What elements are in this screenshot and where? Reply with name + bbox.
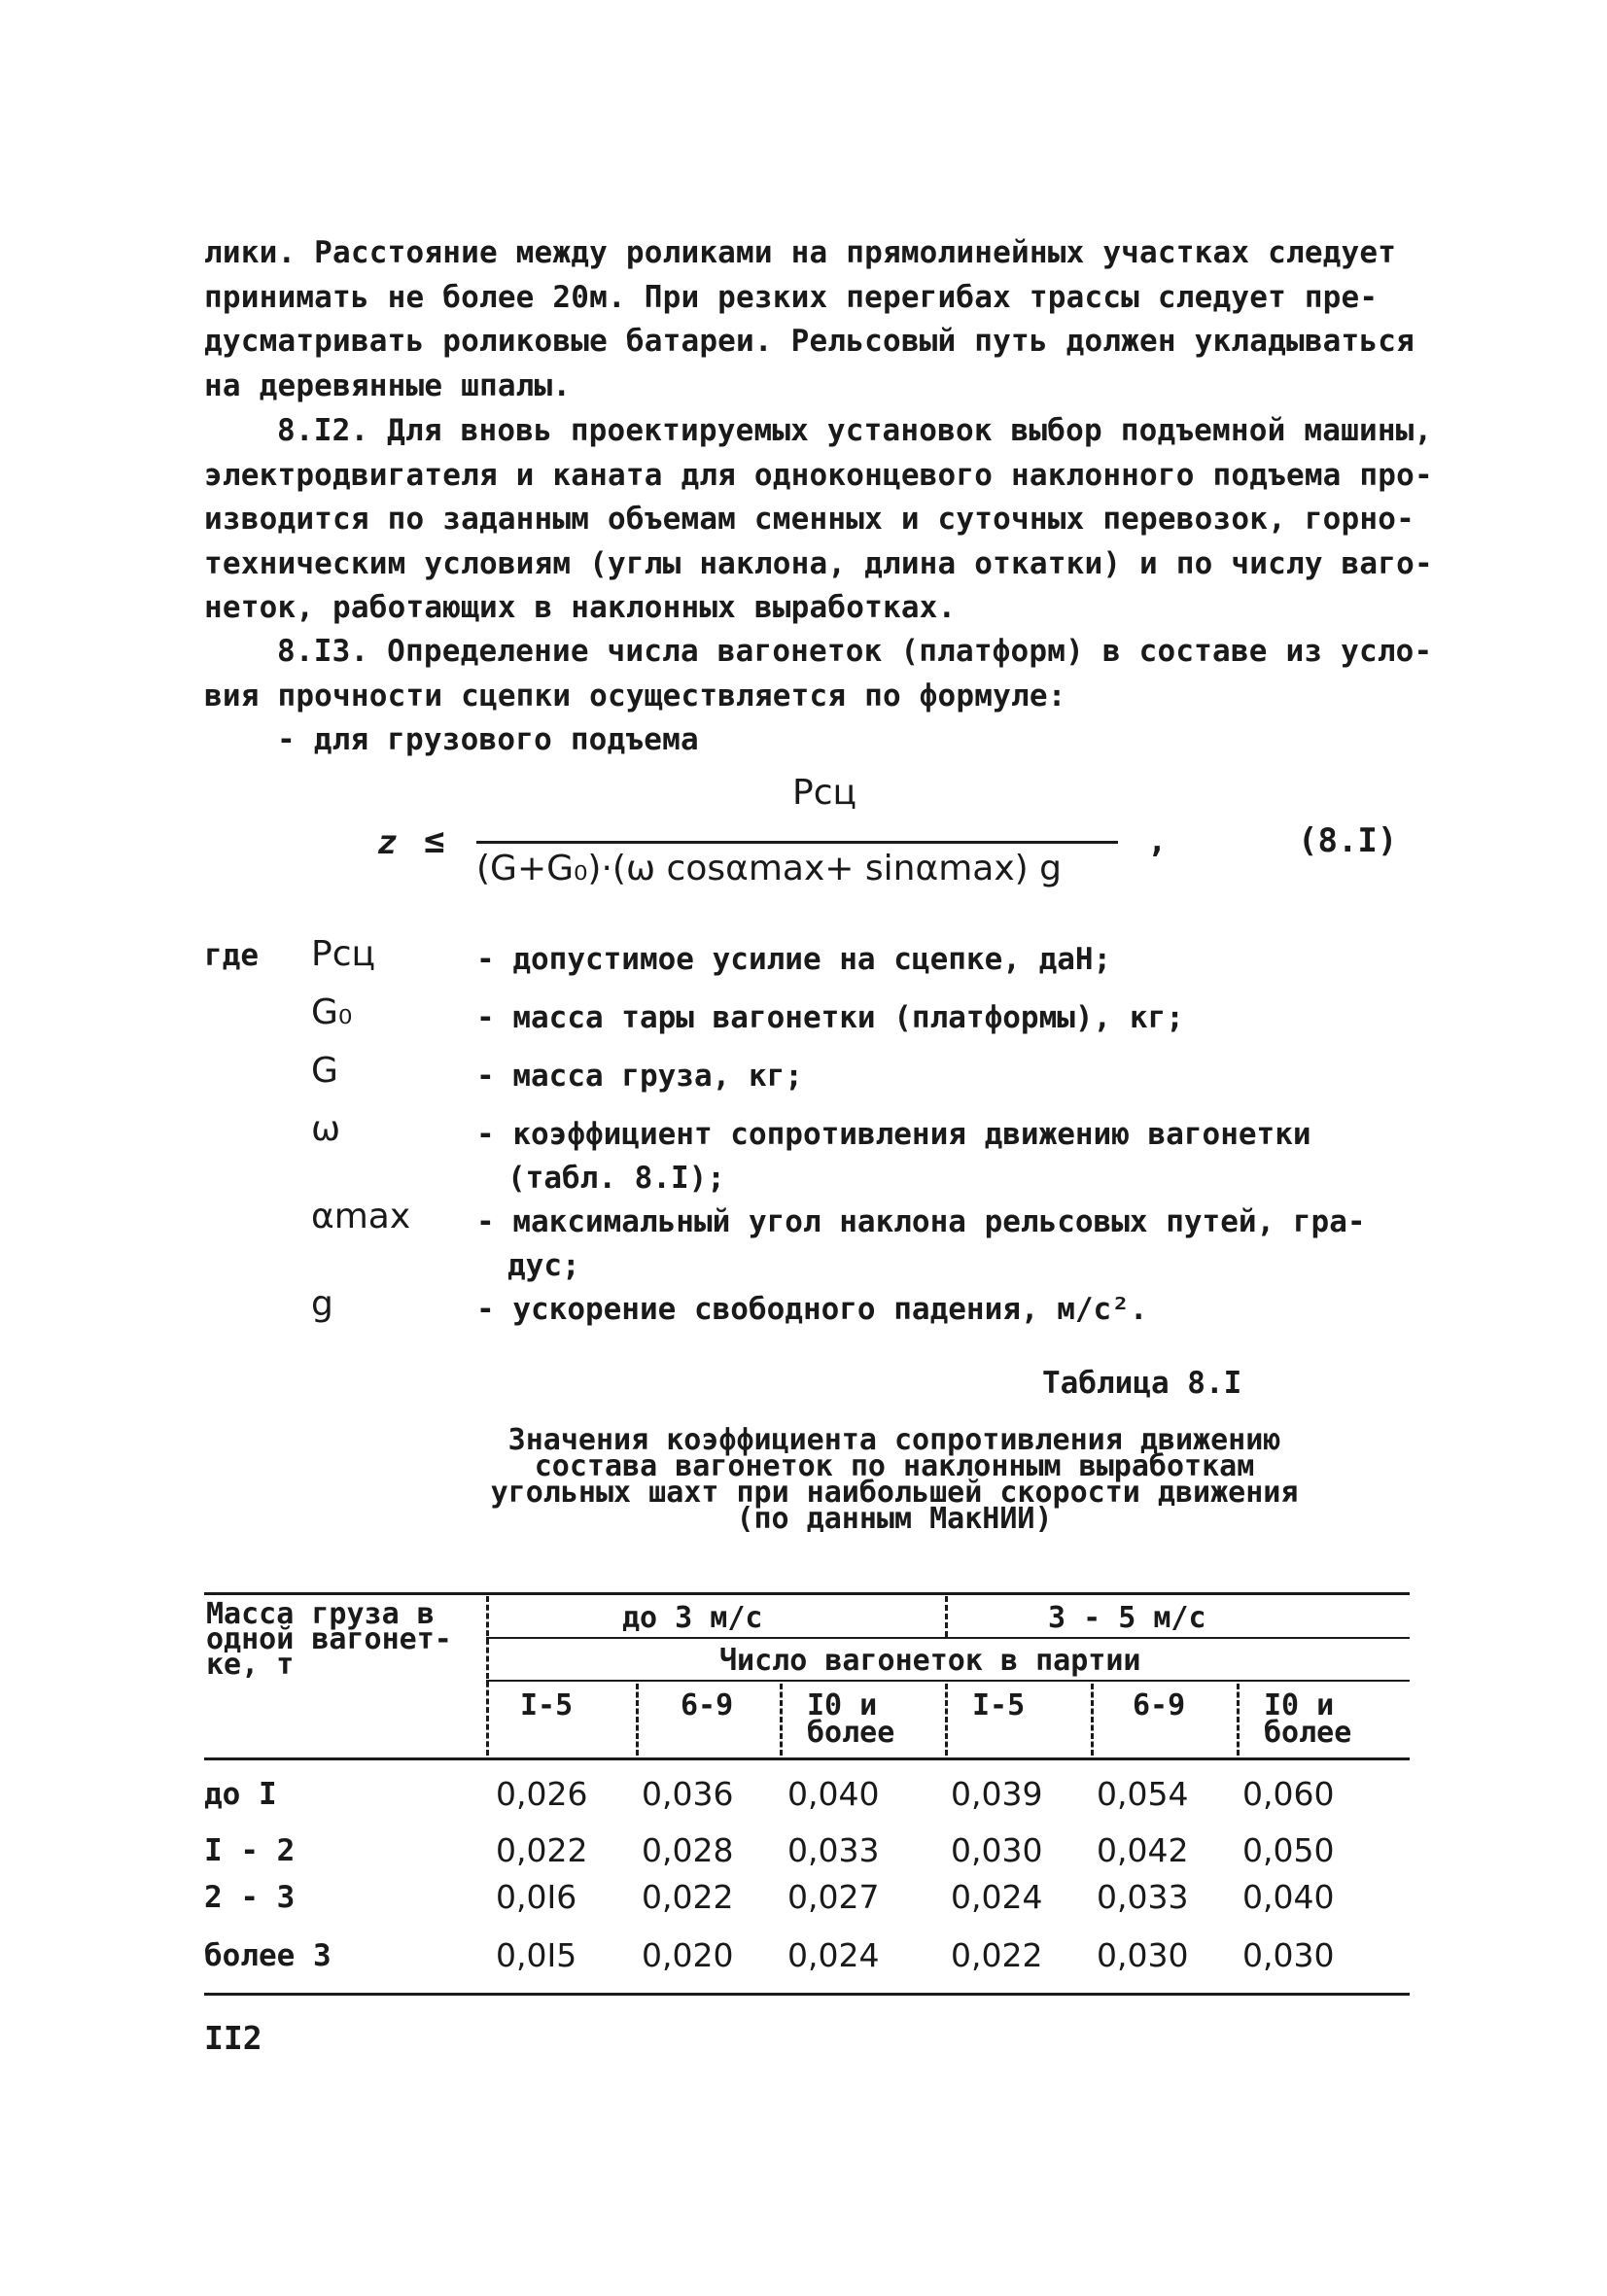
definition-line: - масса груза, кг; (476, 1059, 803, 1094)
text-line: - для грузового подъема (277, 722, 699, 757)
table-cell: 0,039 (951, 1775, 1043, 1813)
table-cell: 0,024 (951, 1878, 1043, 1916)
where-label: где (204, 938, 259, 973)
text-line: принимать не более 20м. При резких перегибах трассы следует пре- (204, 279, 1379, 315)
table-cell: 0,060 (1242, 1775, 1335, 1813)
count-column-header: 6-9 (681, 1688, 734, 1722)
table-cell: 0,040 (1242, 1878, 1335, 1916)
formula-8-1 (369, 773, 1439, 928)
header-rule (486, 1680, 1410, 1682)
formula-relation: ≤ (424, 821, 445, 861)
table-cell: 0,024 (787, 1936, 880, 1974)
definition-line: (табл. 8.I); (507, 1161, 725, 1196)
table-cell: 0,022 (496, 1831, 588, 1869)
table-cell: 0,020 (642, 1936, 734, 1974)
table-cell: 0,022 (951, 1936, 1043, 1974)
table-cell: 0,030 (1242, 1936, 1335, 1974)
row-header-line: ке, т (206, 1648, 295, 1682)
count-subheader: Число вагонеток в партии (719, 1644, 1141, 1678)
formula-numerator: Pсц (792, 773, 857, 813)
table-cell: 0,027 (787, 1878, 880, 1916)
table-cell: 0,028 (642, 1831, 734, 1869)
paragraph-8-13 (204, 630, 1439, 763)
column-divider (945, 1684, 948, 1756)
formula-comma: , (1147, 821, 1168, 860)
table-top-rule (204, 1592, 1410, 1595)
count-column-header: I0 и (1264, 1688, 1335, 1722)
symbol: G (311, 1051, 338, 1091)
text-line: электродвигателя и каната для одноконцевого наклонного подъема про- (204, 457, 1433, 493)
equation-number: (8.I) (1298, 821, 1398, 860)
column-divider (780, 1684, 783, 1756)
definition-line: - масса тары вагонетки (платформы), кг; (476, 1000, 1184, 1035)
title-line: Значения коэффициента сопротивления движению (507, 1423, 1281, 1457)
title-line: состава вагонеток по наклонным выработкам (534, 1449, 1255, 1483)
title-line: (по данным МакНИИ) (736, 1502, 1053, 1536)
text-line: техническим условиям (углы наклона, длина откатки) и по числу ваго- (204, 545, 1433, 581)
definition-row (204, 934, 1449, 996)
resistance-table (204, 1592, 1410, 2000)
formula-lhs: z (377, 823, 398, 862)
count-column-header: I-5 (520, 1688, 574, 1722)
text-line: лики. Расстояние между роликами на прямолинейных участках следует (204, 235, 1397, 270)
definition-row (204, 1051, 1449, 1113)
table-cell: 0,042 (1097, 1831, 1189, 1869)
text-line: на деревянные шпалы. (204, 367, 572, 403)
definition-line: дус; (507, 1248, 580, 1283)
definition-line: - коэффициент сопротивления движению вагонетки (476, 1117, 1311, 1152)
table-cell: 0,033 (1097, 1878, 1189, 1916)
definition-text (476, 996, 1449, 1040)
column-divider (486, 1596, 489, 1756)
column-divider (1091, 1684, 1094, 1756)
definition-row (204, 992, 1449, 1055)
table-cell: 0,050 (1242, 1831, 1335, 1869)
title-line: угольных шахт при наибольшей скорости движения (490, 1476, 1299, 1510)
paragraph-rollers (204, 231, 1439, 408)
table-cell: 0,0I6 (496, 1878, 577, 1916)
definition-text (476, 938, 1449, 982)
table-cell: 0,030 (1097, 1936, 1189, 1974)
header-rule (486, 1637, 1410, 1639)
symbol: αmax (311, 1197, 411, 1236)
table-bottom-rule (204, 1993, 1410, 1996)
definition-row (204, 1284, 1449, 1346)
page-number: II2 (204, 2019, 262, 2057)
speed-group-header: до 3 м/с (622, 1601, 763, 1635)
row-header-line: одной вагонет- (206, 1622, 452, 1656)
table-caption: Таблица 8.I (1042, 1366, 1242, 1401)
table-cell: 0,026 (496, 1775, 588, 1813)
definition-text (476, 1113, 1449, 1200)
row-label: более 3 (204, 1938, 332, 1973)
fraction-bar (476, 841, 1118, 844)
symbol-definitions (204, 934, 1449, 1346)
definition-line: - максимальный угол наклона рельсовых путей, гра- (476, 1204, 1366, 1239)
symbol: g (311, 1284, 333, 1324)
text-line: 8.I2. Для вновь проектируемых установок выбор подъемной машины, (277, 413, 1433, 448)
table-cell: 0,030 (951, 1831, 1043, 1869)
table-cell: 0,040 (787, 1775, 880, 1813)
header-bottom-rule (204, 1757, 1410, 1760)
paragraph-8-12 (204, 409, 1439, 631)
count-column-header: I0 и (807, 1688, 878, 1722)
table-cell: 0,022 (642, 1878, 734, 1916)
definition-line: - ускорение свободного падения, м/с². (476, 1292, 1148, 1327)
definition-text (476, 1200, 1449, 1288)
text-line: неток, работающих в наклонных выработках. (204, 590, 957, 625)
row-header-line: Масса груза в (206, 1597, 435, 1631)
column-divider (1237, 1684, 1240, 1756)
definition-row (204, 1109, 1449, 1200)
table-cell: 0,0I5 (496, 1936, 577, 1974)
definition-row (204, 1197, 1449, 1288)
row-label: I - 2 (204, 1833, 296, 1868)
column-divider (945, 1596, 948, 1637)
definition-text (476, 1055, 1449, 1098)
count-column-header: более (807, 1716, 895, 1750)
definition-line: - допустимое усилие на сцепке, даН; (476, 942, 1112, 977)
row-label: 2 - 3 (204, 1880, 296, 1915)
table-title (428, 1423, 1361, 1536)
formula-denominator: (G+G₀)·(ω cosαmax+ sinαmax) g (476, 849, 1062, 888)
symbol: ω (311, 1109, 341, 1149)
text-line: 8.I3. Определение числа вагонеток (платформ) в составе из усло- (277, 634, 1433, 669)
row-label: до I (204, 1777, 277, 1812)
speed-group-header: 3 - 5 м/с (1048, 1601, 1206, 1635)
symbol: Pсц (311, 934, 376, 974)
table-cell: 0,054 (1097, 1775, 1189, 1813)
count-column-header: более (1264, 1716, 1352, 1750)
count-column-header: I-5 (972, 1688, 1026, 1722)
text-line: изводится по заданным объемам сменных и суточных перевозок, горно- (204, 502, 1415, 537)
count-column-header: 6-9 (1133, 1688, 1186, 1722)
table-cell: 0,036 (642, 1775, 734, 1813)
definition-text (476, 1288, 1449, 1332)
text-line: вия прочности сцепки осуществляется по формуле: (204, 678, 1066, 713)
table-cell: 0,033 (787, 1831, 880, 1869)
column-divider (636, 1684, 639, 1756)
text-line: дусматривать роликовые батареи. Рельсовый путь должен укладываться (204, 324, 1415, 359)
symbol: G₀ (311, 992, 353, 1032)
